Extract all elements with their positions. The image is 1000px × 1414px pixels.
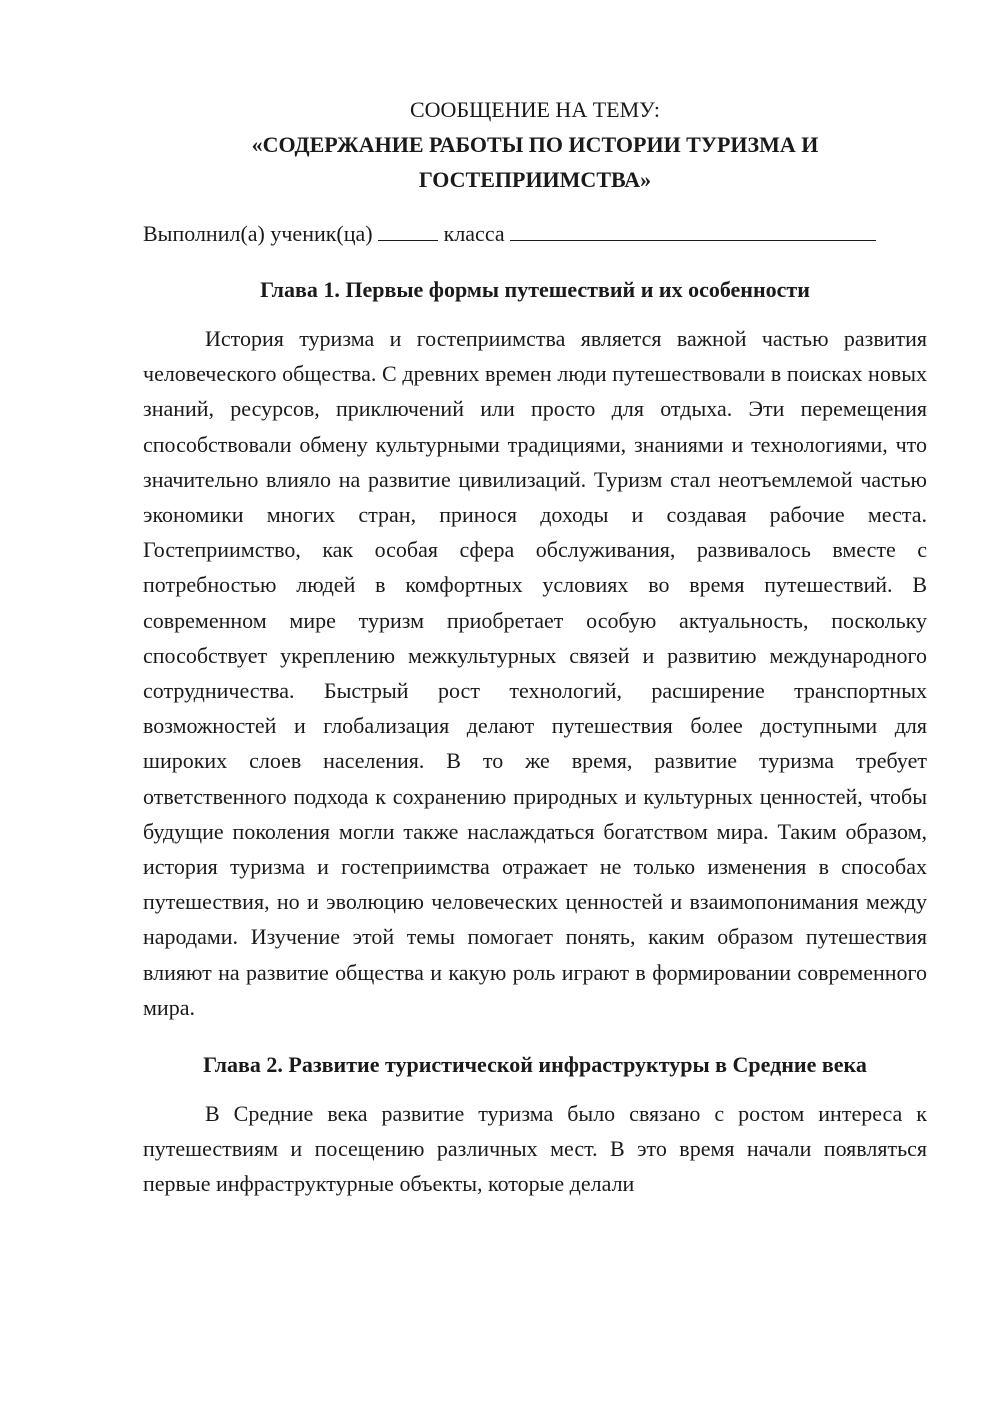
document-page bbox=[143, 92, 927, 1202]
grade-blank bbox=[378, 218, 438, 241]
performer-label: Выполнил(а) ученик(ца) bbox=[143, 221, 373, 246]
document-title: «СОДЕРЖАНИЕ РАБОТЫ ПО ИСТОРИИ ТУРИЗМА И ГОСТЕПРИИМСТВА» bbox=[251, 132, 819, 192]
performer-line bbox=[143, 216, 927, 251]
class-label: класса bbox=[443, 221, 505, 246]
chapter-2-paragraph: В Средние века развитие туризма было связано с ростом интереса к путешествиям и посещению различных мест. В это время начали появляться первые инфраструктурные объекты, которые делали bbox=[143, 1101, 927, 1197]
chapter-2-heading: Глава 2. Развитие туристической инфраструктуры в Средние века bbox=[203, 1052, 867, 1078]
document-header: СООБЩЕНИЕ НА ТЕМУ: bbox=[410, 97, 660, 122]
chapter-1-heading: Глава 1. Первые формы путешествий и их особенности bbox=[260, 277, 810, 302]
class-blank bbox=[510, 218, 876, 241]
chapter-1-paragraph: История туризма и гостеприимства является важной частью развития человеческого общества. С древних времен люди путешествовали в поисках новых знаний, ресурсов, приключений или просто для отдыха. Эти перемещения способствовали обмену культурными традициями, знаниями и технологиями, что значительно влияло на развитие цивилизаций. Туризм стал неотъемлемой частью экономики многих стран, принося доходы и создавая рабочие места. Гостеприимство, как особая сфера обслуживания, развивалось вместе с потребностью людей в комфортных условиях во время путешествий. В современном мире туризм приобретает особую актуальность, поскольку способствует укреплению межкультурных связей и развитию международного сотрудничества. Быстрый рост технологий, расширение транспортных возможностей и глобализация делают путешествия более доступными для широких слоев населения. В то же время, развитие туризма требует ответственного подхода к сохранению природных и культурных ценностей, чтобы будущие поколения могли также наслаждаться богатством мира. Таким образом, история туризма и гостеприимства отражает не только изменения в способах путешествия, но и эволюцию человеческих ценностей и взаимопонимания между народами. Изучение этой темы помогает понять, каким образом путешествия влияют на развитие общества и какую роль играют в формировании современного мира. bbox=[143, 326, 927, 1020]
